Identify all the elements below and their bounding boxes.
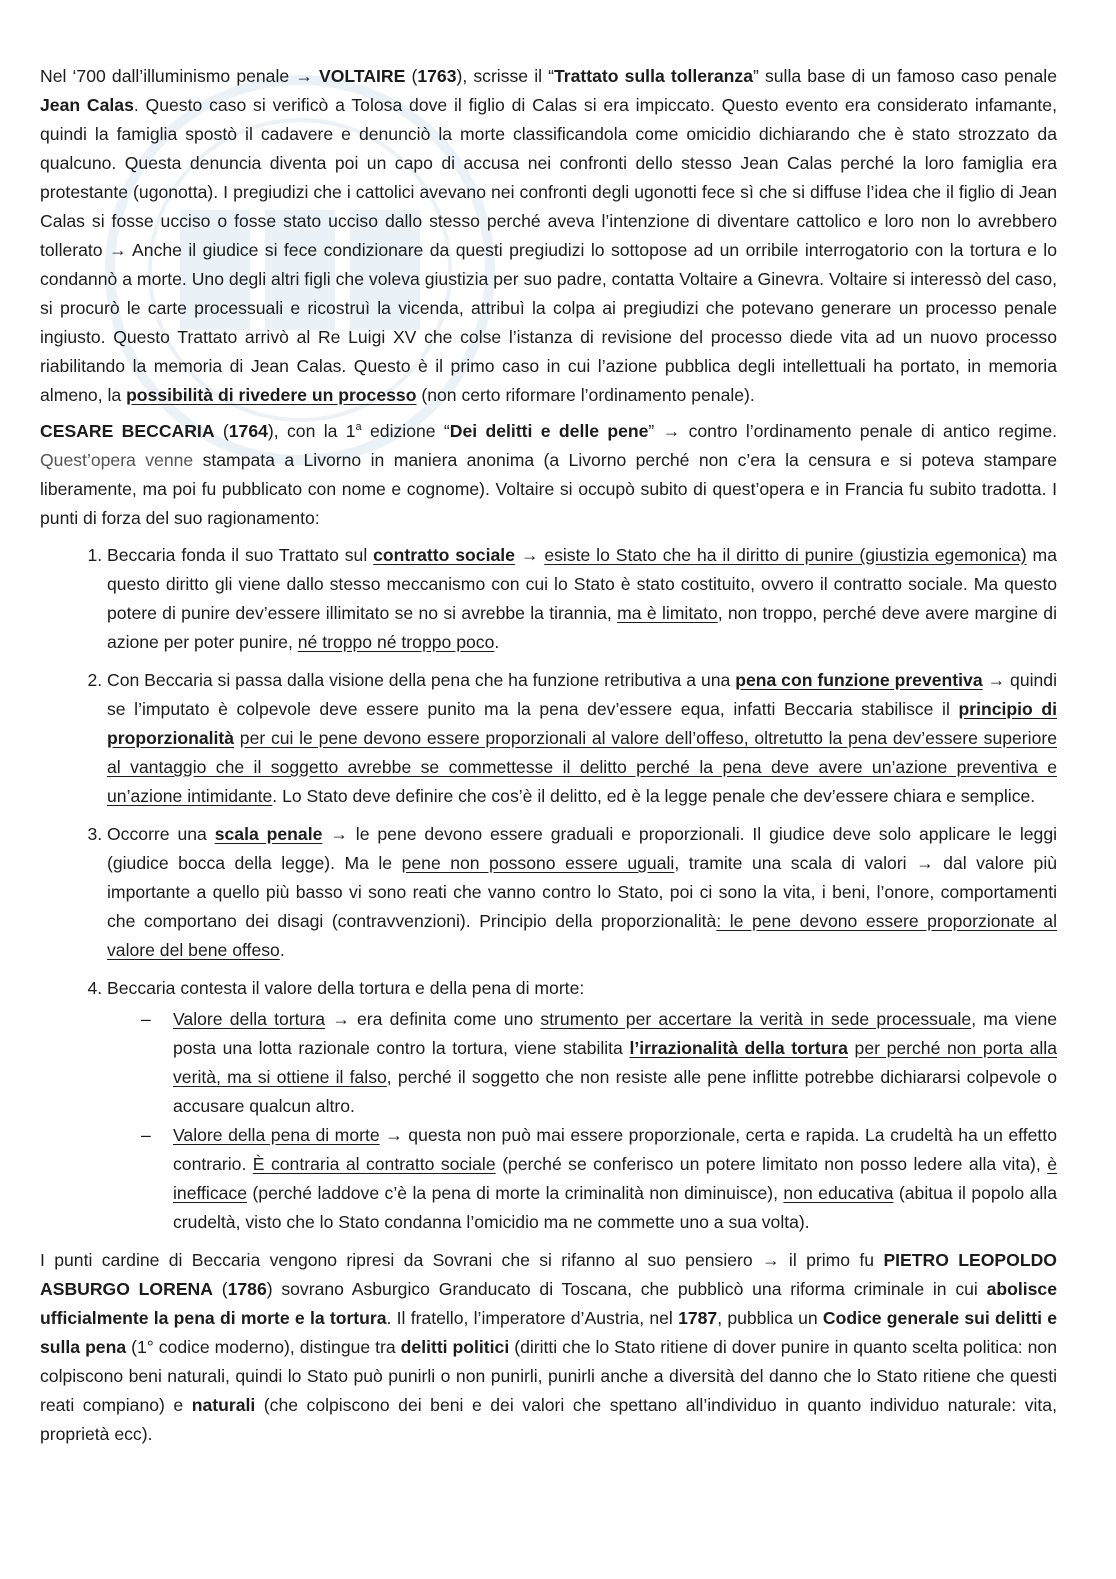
arrow-icon: →: [762, 1250, 780, 1270]
numbered-list: [40, 541, 1057, 1237]
arrow-icon: →: [330, 824, 348, 844]
list-item: 1. Beccaria fonda il suo Trattato sul contratto sociale → esiste lo Stato che ha il diritto di punire (giustizia egemonica) ma questo diritto gli viene dallo stesso meccanismo con cui lo Stato è stato costituito, ovvero il contratto sociale. Ma questo potere di punire dev’essere illimitato se no si avrebbe la tirannia, ma è limitato, non troppo, perché deve avere margine di azione per poter punire, né troppo né troppo poco.: [107, 541, 1057, 657]
arrow-icon: →: [662, 421, 681, 441]
paragraph-voltaire: Nel ‘700 dall’illuminismo penale → VOLTAIRE (1763), scrisse il “Trattato sulla tolleranza” sulla base di un famoso caso penale Jean Calas. Questo caso si verificò a Tolosa dove il figlio di Calas si era impiccato. Questo evento era considerato infamante, quindi la famiglia spostò il cadavere e denunciò la morte classificandola come omicidio dichiarando che è stato strozzato da qualcuno. Questa denuncia diventa poi un capo di accusa nei confronti dello stesso Jean Calas perché la loro famiglia era protestante (ugonotta). I pregiudizi che i cattolici avevano nei confronti degli ugonotti fece sì che si diffuse l’idea che il figlio di Jean Calas si fosse ucciso o fosse stato ucciso dallo stesso perché aveva l’intenzione di diventare cattolico e loro non lo avrebbero tollerato → Anche il giudice si fece condizionare da questi pregiudizi lo sottopose ad un orribile interrogatorio con la tortura e lo condannò a morte. Uno degli altri figli che voleva giustizia per suo padre, contatta Voltaire a Ginevra. Voltaire si interessò del caso, si procurò le carte processuali e ricostruì la vicenda, attribuì la colpa ai pregiudizi che potevano generare un processo penale ingiusto. Questo Trattato arrivò al Re Luigi XV che colse l’istanza di revisione del processo diede vita ad un nuovo processo riabilitando la memoria di Jean Calas. Questo è il primo caso in cui l’azione pubblica degli intellettuali ha portato, in memoria almeno, la possibilità di rivedere un processo (non certo riformare l’ordinamento penale).: [40, 66, 1057, 405]
dash-list: [107, 1005, 1057, 1237]
arrow-icon: →: [987, 670, 1006, 690]
arrow-icon: →: [109, 240, 127, 260]
arrow-icon: →: [520, 545, 539, 565]
name-leopoldo: PIETRO LEOPOLDO ASBURGO LORENA: [40, 1250, 1057, 1299]
document-page: [40, 62, 1057, 1457]
arrow-icon: →: [295, 66, 313, 86]
arrow-icon: →: [385, 1125, 403, 1145]
list-item: – Valore della pena di morte → questa non può mai essere proporzionale, certa e rapida. La crudeltà ha un effetto contrario. È contraria al contratto sociale (perché se conferisco un potere limitato non posso ledere alla vita), è inefficace (perché laddove c’è la pena di morte la criminalità non diminuisce), non educativa (abitua il popolo alla crudeltà, visto che lo Stato condanna l’omicidio ma ne commette uno a sua volta).: [173, 1121, 1057, 1237]
arrow-icon: →: [916, 853, 934, 873]
book-title: Dei delitti e delle pene: [449, 421, 649, 441]
list-item: – Valore della tortura → era definita come uno strumento per accertare la verità in sede processuale, ma viene posta una lotta razionale contro la tortura, viene stabilita l’irrazionalità della tortura per perché non porta alla verità, ma si ottiene il falso, perché il soggetto che non resiste alle pene inflitte potrebbe dichiararsi colpevole o accusare qualcun altro.: [173, 1005, 1057, 1121]
list-item: 3. Occorre una scala penale → le pene devono essere graduali e proporzionali. Il giudice deve solo applicare le leggi (giudice bocca della legge). Ma le pene non possono essere uguali, tramite una scala di valori → dal valore più importante a quello più basso vi sono reati che vanno contro lo Stato, poi ci sono la vita, i beni, l’onore, comportamenti che comportano dei disagi (contravvenzioni). Principio della proporzionalità: le pene devono essere proporzionate al valore del bene offeso.: [107, 820, 1057, 965]
list-item: 4. Beccaria contesta il valore della tortura e della pena di morte: – Valore della tortura → era definita come uno strumento per accertare la verità in sede processuale, ma viene posta una lotta razionale contro la tortura, viene stabilita l’irrazionalità della tortura per perché non porta alla verità, ma si ottiene il falso, perché il soggetto che non resiste alle pene inflitte potrebbe dichiararsi colpevole o accusare qualcun altro. – Valore della pena di morte → questa non può mai essere proporzionale, certa e rapida. La crudeltà ha un effetto contrario. È contraria al contratto sociale (perché se conferisco un potere limitato non posso ledere alla vita), è inefficace (perché laddove c’è la pena di morte la criminalità non diminuisce), non educativa (abitua il popolo alla crudeltà, visto che lo Stato condanna l’omicidio ma ne commette uno a sua volta).: [107, 974, 1057, 1237]
name-beccaria: CESARE BECCARIA: [40, 421, 215, 441]
arrow-icon: →: [332, 1009, 350, 1029]
list-item: 2. Con Beccaria si passa dalla visione della pena che ha funzione retributiva a una pena con funzione preventiva → quindi se l’imputato è colpevole deve essere punito ma la pena dev’essere equa, infatti Beccaria stabilisce il principio di proporzionalità per cui le pene devono essere proporzionali al valore dell’offeso, oltretutto la pena dev’essere superiore al vantaggio che il soggetto avrebbe se commettesse il delitto perché la pena deve avere un’azione preventiva e un’azione intimidante. Lo Stato deve definire che cos’è il delitto, ed è la legge penale che dev’essere chiara e semplice.: [107, 666, 1057, 811]
paragraph-leopoldo: I punti cardine di Beccaria vengono ripresi da Sovrani che si rifanno al suo pensiero → il primo fu PIETRO LEOPOLDO ASBURGO LORENA (1786) sovrano Asburgico Granducato di Toscana, che pubblicò una riforma criminale in cui abolisce ufficialmente la pena di morte e la tortura. Il fratello, l’imperatore d’Austria, nel 1787, pubblica un Codice generale sui delitti e sulla pena (1° codice moderno), distingue tra delitti politici (diritti che lo Stato ritiene di dover punire in quanto scelta politica: non colpiscono beni naturali, quindi lo Stato può punirli o non punirli, punirli anche a diversità del danno che lo Stato ritiene che questi reati compiano) e naturali (che colpiscono dei beni e dei valori che spettano all’individuo in quanto individuo naturale: vita, proprietà ecc).: [40, 1250, 1058, 1444]
name-voltaire: VOLTAIRE: [319, 66, 406, 86]
paragraph-beccaria: CESARE BECCARIA (1764), con la 1$^a$ edizione “Dei delitti e delle pene” → contro l’ordinamento penale di antico regime. Quest’opera venne stampata a Livorno in maniera anonima (a Livorno perché non c’era la censura e si poteva stampare liberamente, ma poi fu pubblicato con nome e cognome). Voltaire si occupò subito di quest’opera e in Francia fu subito tradotta. I punti di forza del suo ragionamento:: [40, 421, 1058, 528]
book-title: Trattato sulla tolleranza: [554, 66, 753, 86]
